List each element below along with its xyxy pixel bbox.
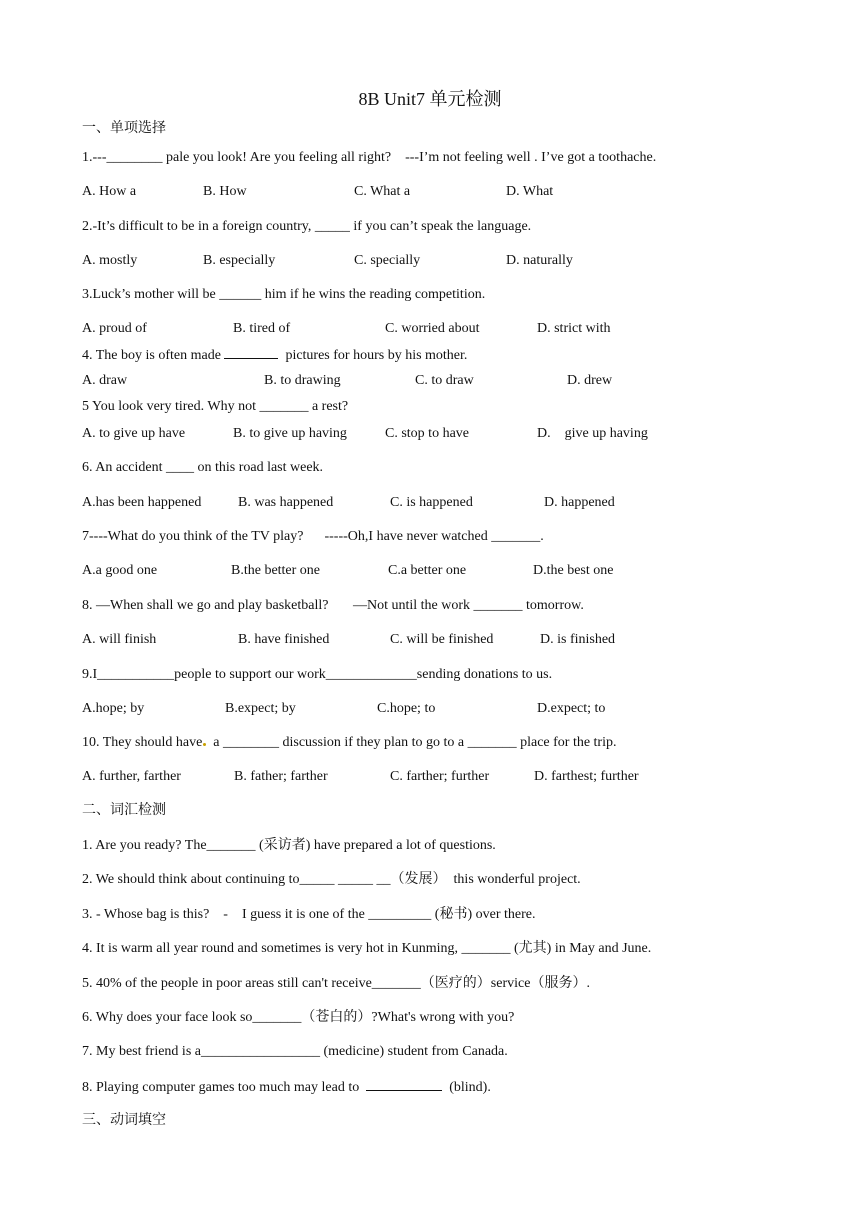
options-4 <box>82 372 802 390</box>
option-b: B. was happened <box>238 495 334 510</box>
vocab-item-8 <box>82 1078 491 1097</box>
option-d: D. naturally <box>506 253 573 268</box>
option-b: B. father; farther <box>234 769 328 784</box>
option-a: A.has been happened <box>82 495 202 510</box>
options-8 <box>82 631 802 649</box>
option-b: B. to give up having <box>233 426 347 441</box>
option-c: C.hope; to <box>377 701 436 716</box>
vocab-item-2: 2. We should think about continuing to_____ _____ __（发展） this wonderful project. <box>82 872 581 887</box>
question-text: 10. They should have <box>82 735 203 750</box>
option-a: A. draw <box>82 373 128 388</box>
vocab-item-5: 5. 40% of the people in poor areas still can't receive_______（医疗的）service（服务）. <box>82 976 590 991</box>
option-d: D. strict with <box>537 321 611 336</box>
option-c: C. What a <box>354 184 411 199</box>
option-c: C. worried about <box>385 321 480 336</box>
option-b: B. How <box>203 184 247 199</box>
question-text: (blind). <box>442 1080 491 1095</box>
option-c: C. stop to have <box>385 426 469 441</box>
question-9: 9.I___________people to support our work_____________sending donations to us. <box>82 667 553 682</box>
question-text: a ________ discussion if they plan to go to a _______ place for the trip. <box>206 735 617 750</box>
question-10 <box>82 734 617 752</box>
vocab-item-1: 1. Are you ready? The_______ (采访者) have prepared a lot of questions. <box>82 838 496 853</box>
option-d: D.expect; to <box>537 701 606 716</box>
options-5 <box>82 425 802 443</box>
option-c: C. is happened <box>390 495 473 510</box>
question-text: 4. The boy is often made <box>82 348 225 363</box>
option-c: C. will be finished <box>390 632 494 647</box>
section-heading-2: 二、词汇检测 <box>82 803 166 818</box>
page-title: 8B Unit7 单元检测 <box>358 89 502 109</box>
option-a: A.a good one <box>82 563 158 578</box>
vocab-item-7: 7. My best friend is a_________________ (medicine) student from Canada. <box>82 1044 508 1059</box>
section-heading-1: 一、单项选择 <box>82 121 166 136</box>
answer-blank <box>366 1078 442 1091</box>
option-d: D. What <box>506 184 554 199</box>
option-a: A. proud of <box>82 321 147 336</box>
option-d: D. give up having <box>537 426 648 441</box>
question-text: pictures for hours by his mother. <box>278 348 468 363</box>
question-5: 5 You look very tired. Why not _______ a rest? <box>82 399 349 414</box>
vocab-item-4: 4. It is warm all year round and sometimes is very hot in Kunming, _______ (尤其) in May and June. <box>82 941 652 956</box>
question-2: 2.-It’s difficult to be in a foreign country, _____ if you can’t speak the language. <box>82 219 532 234</box>
option-a: A. mostly <box>82 253 138 268</box>
question-4 <box>82 346 467 365</box>
question-3: 3.Luck’s mother will be ______ him if he wins the reading competition. <box>82 287 486 302</box>
option-d: D.the best one <box>533 563 614 578</box>
vocab-item-6: 6. Why does your face look so_______（苍白的）?What's wrong with you? <box>82 1010 515 1025</box>
options-6 <box>82 494 802 512</box>
question-7: 7----What do you think of the TV play? -----Oh,I have never watched _______. <box>82 529 544 544</box>
option-b: B. have finished <box>238 632 330 647</box>
option-d: D. is finished <box>540 632 616 647</box>
option-c: C. specially <box>354 253 421 268</box>
question-6: 6. An accident ____ on this road last week. <box>82 460 324 475</box>
options-1 <box>82 183 802 201</box>
answer-blank <box>224 346 278 359</box>
question-text: 8. Playing computer games too much may lead to <box>82 1080 367 1095</box>
option-a: A. How a <box>82 184 137 199</box>
options-2 <box>82 252 802 270</box>
option-b: B. to drawing <box>264 373 341 388</box>
option-b: B.expect; by <box>225 701 296 716</box>
option-d: D. drew <box>567 373 613 388</box>
options-9 <box>82 700 802 718</box>
options-3 <box>82 320 802 338</box>
question-1: 1.---________ pale you look! Are you feeling all right? ---I’m not feeling well . I’ve got a toothache. <box>82 150 657 165</box>
vocab-item-3: 3. - Whose bag is this? - I guess it is one of the _________ (秘书) over there. <box>82 907 536 922</box>
option-b: B. especially <box>203 253 276 268</box>
option-c: C. farther; further <box>390 769 490 784</box>
option-b: B. tired of <box>233 321 291 336</box>
question-8: 8. —When shall we go and play basketball? —Not until the work _______ tomorrow. <box>82 598 584 613</box>
option-a: A. further, farther <box>82 769 181 784</box>
option-d: D. farthest; further <box>534 769 639 784</box>
options-10 <box>82 768 802 786</box>
option-a: A. will finish <box>82 632 157 647</box>
option-c: C. to draw <box>415 373 474 388</box>
option-a: A.hope; by <box>82 701 145 716</box>
option-d: D. happened <box>544 495 615 510</box>
option-c: C.a better one <box>388 563 467 578</box>
option-b: B.the better one <box>231 563 321 578</box>
options-7 <box>82 562 802 580</box>
section-heading-3: 三、动词填空 <box>82 1113 166 1128</box>
option-a: A. to give up have <box>82 426 186 441</box>
